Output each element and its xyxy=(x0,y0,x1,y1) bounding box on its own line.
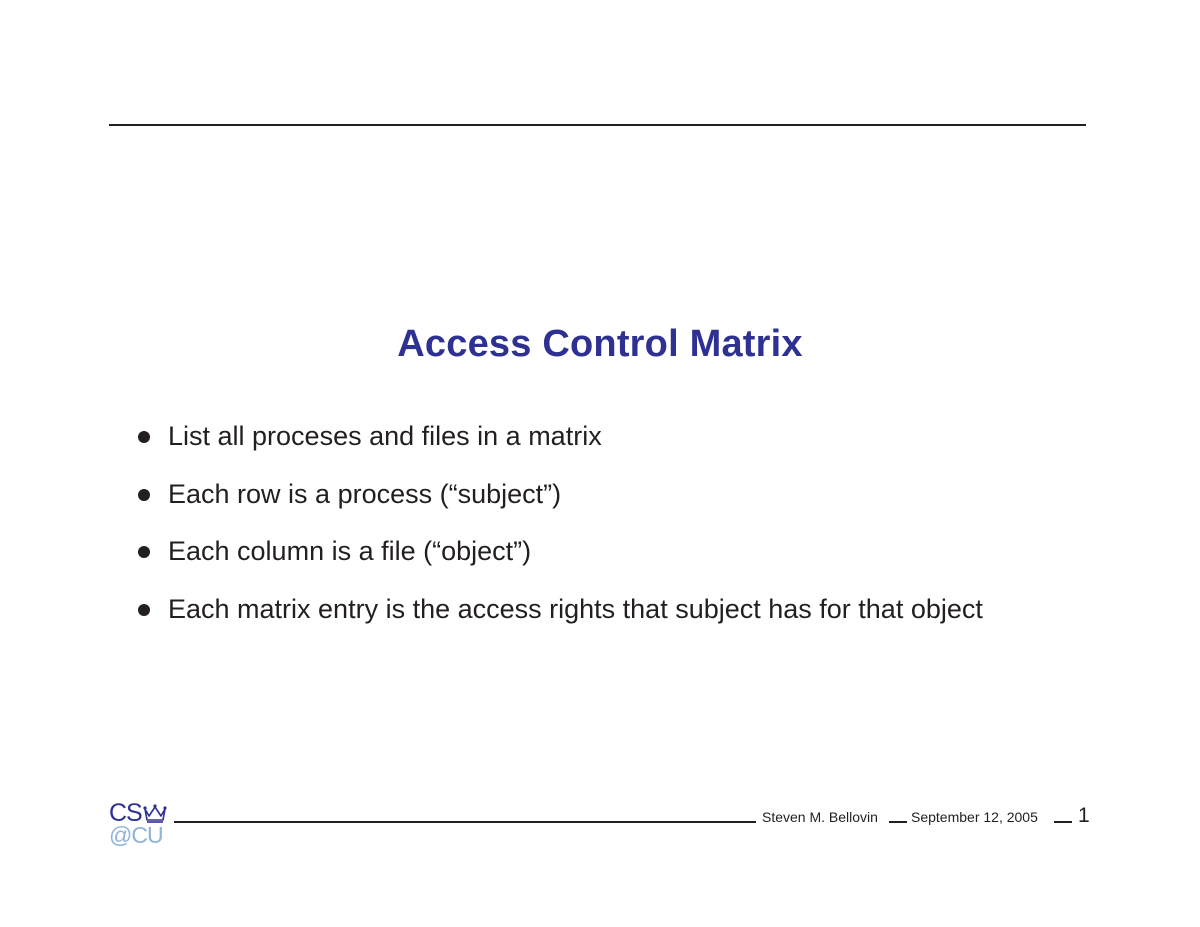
bullet-list xyxy=(138,416,983,646)
bullet-text: List all proceses and files in a matrix xyxy=(168,421,602,451)
bullet-icon xyxy=(138,489,150,501)
page-number: 1 xyxy=(1078,804,1090,827)
slide-title: Access Control Matrix xyxy=(397,323,803,365)
footer-author: Steven M. Bellovin xyxy=(762,809,878,825)
bullet-text: Each column is a file (“object”) xyxy=(168,536,532,566)
logo-cs-text: CS xyxy=(109,799,142,827)
cs-cu-logo xyxy=(109,800,171,850)
list-item xyxy=(138,474,983,532)
logo-cu-text: @CU xyxy=(109,822,163,848)
bullet-icon xyxy=(138,546,150,558)
list-item xyxy=(138,416,983,474)
bullet-icon xyxy=(138,604,150,616)
footer-date: September 12, 2005 xyxy=(911,809,1038,825)
list-item xyxy=(138,589,983,647)
footer-rule-right xyxy=(1054,821,1072,823)
crown-icon xyxy=(143,803,167,823)
bullet-text: Each row is a process (“subject”) xyxy=(168,478,562,509)
bullet-text: Each matrix entry is the access rights that subject has for that object xyxy=(168,593,983,624)
footer-rule-middle xyxy=(889,821,907,823)
bullet-icon xyxy=(138,431,150,443)
footer-rule-left xyxy=(174,821,756,823)
header-rule xyxy=(109,124,1086,126)
list-item xyxy=(138,531,983,589)
